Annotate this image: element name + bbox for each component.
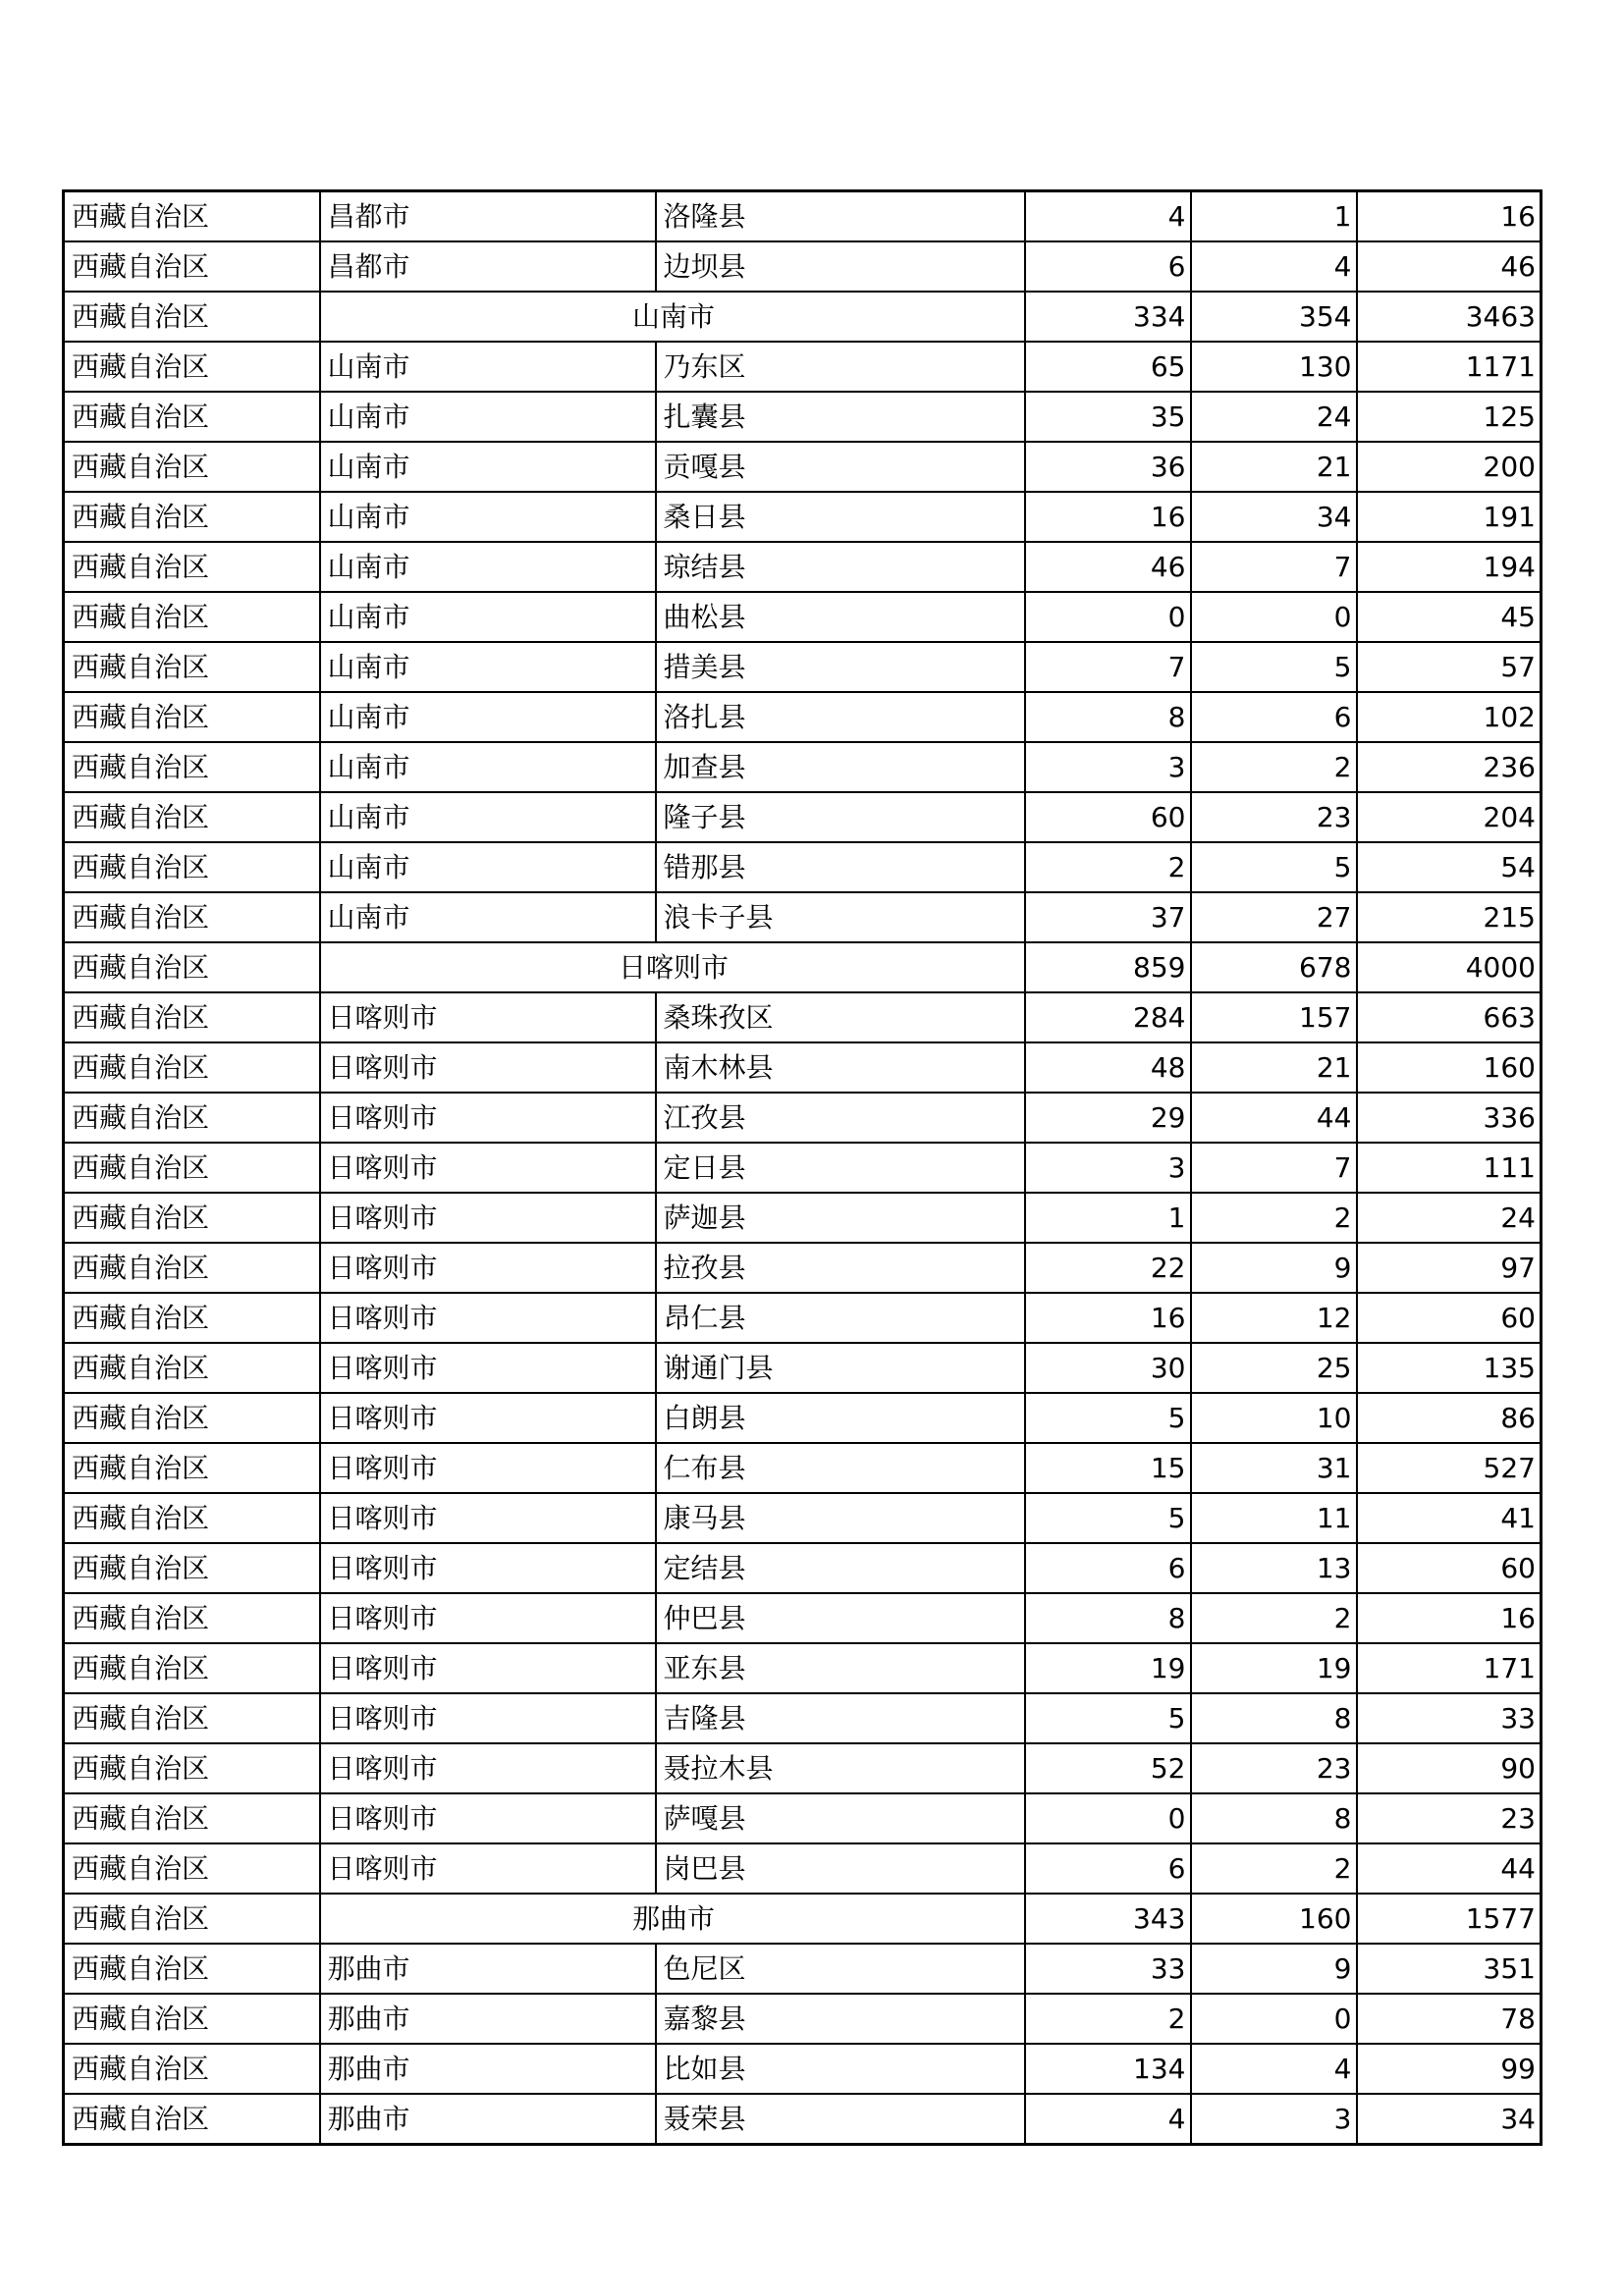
city-cell: 山南市 [320,442,656,492]
city-cell: 日喀则市 [320,1143,656,1193]
value-cell-1: 19 [1025,1643,1191,1693]
value-cell-2: 27 [1191,892,1357,942]
value-cell-2: 4 [1191,241,1357,292]
county-cell: 比如县 [656,2044,1025,2094]
table-row [64,1593,1542,1643]
value-cell-2: 6 [1191,692,1357,742]
value-cell-2: 21 [1191,1042,1357,1093]
province-cell: 西藏自治区 [64,191,320,242]
value-cell-3: 171 [1357,1643,1542,1693]
value-cell-1: 3 [1025,1143,1191,1193]
province-cell: 西藏自治区 [64,842,320,892]
city-cell: 山南市 [320,692,656,742]
table-row [64,241,1542,292]
value-cell-3: 45 [1357,592,1542,642]
county-cell: 仁布县 [656,1443,1025,1493]
province-cell: 西藏自治区 [64,2094,320,2145]
table-row [64,1643,1542,1693]
table-row [64,2044,1542,2094]
value-cell-2: 2 [1191,742,1357,792]
province-cell: 西藏自治区 [64,542,320,592]
city-cell: 那曲市 [320,1994,656,2044]
city-subtotal-cell: 那曲市 [320,1894,1025,1944]
province-cell: 西藏自治区 [64,392,320,442]
province-cell: 西藏自治区 [64,692,320,742]
province-cell: 西藏自治区 [64,241,320,292]
value-cell-3: 1171 [1357,342,1542,392]
value-cell-2: 4 [1191,2044,1357,2094]
value-cell-2: 130 [1191,342,1357,392]
value-cell-1: 8 [1025,692,1191,742]
value-cell-1: 46 [1025,542,1191,592]
city-cell: 日喀则市 [320,1743,656,1793]
value-cell-1: 0 [1025,1793,1191,1843]
city-cell: 山南市 [320,742,656,792]
table-row [64,642,1542,692]
province-cell: 西藏自治区 [64,342,320,392]
value-cell-3: 60 [1357,1543,1542,1593]
value-cell-2: 44 [1191,1093,1357,1143]
county-cell: 聂荣县 [656,2094,1025,2145]
value-cell-1: 6 [1025,1843,1191,1894]
value-cell-1: 1 [1025,1193,1191,1243]
city-cell: 山南市 [320,842,656,892]
province-cell: 西藏自治区 [64,1393,320,1443]
value-cell-2: 157 [1191,992,1357,1042]
province-cell: 西藏自治区 [64,1493,320,1543]
city-cell: 那曲市 [320,2094,656,2145]
value-cell-1: 6 [1025,1543,1191,1593]
city-cell: 日喀则市 [320,1042,656,1093]
value-cell-3: 236 [1357,742,1542,792]
province-cell: 西藏自治区 [64,742,320,792]
value-cell-3: 135 [1357,1343,1542,1393]
value-cell-3: 33 [1357,1693,1542,1743]
province-cell: 西藏自治区 [64,1193,320,1243]
value-cell-1: 16 [1025,1293,1191,1343]
value-cell-1: 33 [1025,1944,1191,1994]
table-row [64,342,1542,392]
county-cell: 色尼区 [656,1944,1025,1994]
city-cell: 山南市 [320,492,656,542]
city-cell: 日喀则市 [320,1843,656,1894]
province-cell: 西藏自治区 [64,892,320,942]
table-row [64,542,1542,592]
subtotal-row [64,292,1542,342]
city-cell: 日喀则市 [320,1393,656,1443]
value-cell-2: 7 [1191,542,1357,592]
value-cell-2: 10 [1191,1393,1357,1443]
value-cell-2: 31 [1191,1443,1357,1493]
county-cell: 措美县 [656,642,1025,692]
table-row [64,1243,1542,1293]
county-cell: 扎囊县 [656,392,1025,442]
value-cell-3: 90 [1357,1743,1542,1793]
county-cell: 定结县 [656,1543,1025,1593]
province-cell: 西藏自治区 [64,1042,320,1093]
value-cell-2: 1 [1191,191,1357,242]
value-cell-3: 23 [1357,1793,1542,1843]
value-cell-3: 46 [1357,241,1542,292]
city-cell: 山南市 [320,592,656,642]
province-cell: 西藏自治区 [64,1443,320,1493]
city-cell: 日喀则市 [320,1443,656,1493]
value-cell-3: 78 [1357,1994,1542,2044]
value-cell-3: 527 [1357,1443,1542,1493]
province-cell: 西藏自治区 [64,992,320,1042]
county-cell: 聂拉木县 [656,1743,1025,1793]
value-cell-3: 204 [1357,792,1542,842]
value-cell-2: 678 [1191,942,1357,992]
table-row [64,1994,1542,2044]
county-cell: 隆子县 [656,792,1025,842]
county-cell: 定日县 [656,1143,1025,1193]
table-row [64,1443,1542,1493]
province-cell: 西藏自治区 [64,1243,320,1293]
city-cell: 日喀则市 [320,992,656,1042]
province-cell: 西藏自治区 [64,592,320,642]
province-cell: 西藏自治区 [64,792,320,842]
table-row [64,1843,1542,1894]
county-cell: 谢通门县 [656,1343,1025,1393]
value-cell-3: 102 [1357,692,1542,742]
value-cell-2: 8 [1191,1793,1357,1843]
value-cell-1: 6 [1025,241,1191,292]
province-cell: 西藏自治区 [64,1643,320,1693]
province-cell: 西藏自治区 [64,292,320,342]
value-cell-2: 23 [1191,792,1357,842]
province-cell: 西藏自治区 [64,1293,320,1343]
value-cell-2: 2 [1191,1193,1357,1243]
value-cell-3: 41 [1357,1493,1542,1543]
province-cell: 西藏自治区 [64,1743,320,1793]
county-cell: 桑日县 [656,492,1025,542]
city-cell: 昌都市 [320,241,656,292]
table-row [64,392,1542,442]
table-row [64,191,1542,242]
city-cell: 那曲市 [320,1944,656,1994]
province-cell: 西藏自治区 [64,1543,320,1593]
value-cell-1: 37 [1025,892,1191,942]
city-cell: 日喀则市 [320,1593,656,1643]
value-cell-2: 2 [1191,1593,1357,1643]
table-row [64,892,1542,942]
value-cell-3: 194 [1357,542,1542,592]
value-cell-3: 160 [1357,1042,1542,1093]
table-row [64,592,1542,642]
table-row [64,2094,1542,2145]
table-row [64,842,1542,892]
city-cell: 日喀则市 [320,1343,656,1393]
county-cell: 江孜县 [656,1093,1025,1143]
value-cell-2: 160 [1191,1894,1357,1944]
table-row [64,792,1542,842]
city-subtotal-cell: 日喀则市 [320,942,1025,992]
value-cell-1: 859 [1025,942,1191,992]
province-cell: 西藏自治区 [64,1894,320,1944]
value-cell-2: 2 [1191,1843,1357,1894]
value-cell-1: 35 [1025,392,1191,442]
city-cell: 那曲市 [320,2044,656,2094]
value-cell-3: 215 [1357,892,1542,942]
table-row [64,1793,1542,1843]
county-cell: 吉隆县 [656,1693,1025,1743]
value-cell-2: 354 [1191,292,1357,342]
value-cell-1: 5 [1025,1693,1191,1743]
value-cell-2: 21 [1191,442,1357,492]
county-cell: 错那县 [656,842,1025,892]
province-cell: 西藏自治区 [64,1343,320,1393]
table-row [64,1193,1542,1243]
value-cell-1: 30 [1025,1343,1191,1393]
value-cell-3: 111 [1357,1143,1542,1193]
county-cell: 拉孜县 [656,1243,1025,1293]
county-cell: 昂仁县 [656,1293,1025,1343]
subtotal-row [64,942,1542,992]
province-cell: 西藏自治区 [64,1944,320,1994]
city-subtotal-cell: 山南市 [320,292,1025,342]
data-table [62,189,1542,2146]
table-row [64,442,1542,492]
value-cell-1: 22 [1025,1243,1191,1293]
table-row [64,1944,1542,1994]
city-cell: 山南市 [320,642,656,692]
value-cell-3: 99 [1357,2044,1542,2094]
value-cell-1: 4 [1025,191,1191,242]
city-cell: 日喀则市 [320,1193,656,1243]
county-cell: 洛隆县 [656,191,1025,242]
table-row [64,1543,1542,1593]
table-row [64,492,1542,542]
value-cell-1: 2 [1025,1994,1191,2044]
value-cell-1: 2 [1025,842,1191,892]
county-cell: 白朗县 [656,1393,1025,1443]
province-cell: 西藏自治区 [64,942,320,992]
city-cell: 日喀则市 [320,1793,656,1843]
value-cell-2: 25 [1191,1343,1357,1393]
province-cell: 西藏自治区 [64,2044,320,2094]
value-cell-2: 23 [1191,1743,1357,1793]
province-cell: 西藏自治区 [64,1593,320,1643]
city-cell: 日喀则市 [320,1693,656,1743]
subtotal-row [64,1894,1542,1944]
county-cell: 曲松县 [656,592,1025,642]
value-cell-3: 86 [1357,1393,1542,1443]
county-cell: 贡嘎县 [656,442,1025,492]
city-cell: 日喀则市 [320,1243,656,1293]
value-cell-1: 16 [1025,492,1191,542]
county-cell: 仲巴县 [656,1593,1025,1643]
city-cell: 日喀则市 [320,1543,656,1593]
province-cell: 西藏自治区 [64,1843,320,1894]
county-cell: 亚东县 [656,1643,1025,1693]
value-cell-1: 36 [1025,442,1191,492]
value-cell-1: 4 [1025,2094,1191,2145]
table-row [64,1143,1542,1193]
value-cell-2: 5 [1191,842,1357,892]
province-cell: 西藏自治区 [64,1093,320,1143]
county-cell: 琼结县 [656,542,1025,592]
value-cell-3: 34 [1357,2094,1542,2145]
value-cell-2: 0 [1191,1994,1357,2044]
county-cell: 桑珠孜区 [656,992,1025,1042]
province-cell: 西藏自治区 [64,642,320,692]
value-cell-3: 3463 [1357,292,1542,342]
value-cell-2: 7 [1191,1143,1357,1193]
value-cell-2: 0 [1191,592,1357,642]
value-cell-3: 336 [1357,1093,1542,1143]
county-cell: 嘉黎县 [656,1994,1025,2044]
county-cell: 浪卡子县 [656,892,1025,942]
value-cell-3: 16 [1357,191,1542,242]
value-cell-1: 343 [1025,1894,1191,1944]
table-row [64,1743,1542,1793]
table-row [64,1493,1542,1543]
value-cell-3: 663 [1357,992,1542,1042]
value-cell-3: 57 [1357,642,1542,692]
value-cell-1: 48 [1025,1042,1191,1093]
value-cell-1: 284 [1025,992,1191,1042]
value-cell-1: 334 [1025,292,1191,342]
value-cell-2: 9 [1191,1944,1357,1994]
value-cell-1: 0 [1025,592,1191,642]
value-cell-3: 54 [1357,842,1542,892]
table-row [64,1293,1542,1343]
city-cell: 日喀则市 [320,1493,656,1543]
city-cell: 山南市 [320,392,656,442]
value-cell-3: 16 [1357,1593,1542,1643]
value-cell-1: 15 [1025,1443,1191,1493]
province-cell: 西藏自治区 [64,1793,320,1843]
city-cell: 日喀则市 [320,1093,656,1143]
value-cell-2: 24 [1191,392,1357,442]
value-cell-2: 13 [1191,1543,1357,1593]
county-cell: 加查县 [656,742,1025,792]
table-body [64,191,1542,2145]
value-cell-1: 65 [1025,342,1191,392]
county-cell: 南木林县 [656,1042,1025,1093]
value-cell-1: 5 [1025,1393,1191,1443]
county-cell: 洛扎县 [656,692,1025,742]
county-cell: 边坝县 [656,241,1025,292]
value-cell-1: 29 [1025,1093,1191,1143]
table-row [64,1093,1542,1143]
value-cell-2: 12 [1191,1293,1357,1343]
province-cell: 西藏自治区 [64,1994,320,2044]
table-row [64,692,1542,742]
table-row [64,1042,1542,1093]
city-cell: 山南市 [320,792,656,842]
value-cell-3: 4000 [1357,942,1542,992]
province-cell: 西藏自治区 [64,1143,320,1193]
city-cell: 昌都市 [320,191,656,242]
value-cell-2: 11 [1191,1493,1357,1543]
value-cell-1: 3 [1025,742,1191,792]
value-cell-1: 8 [1025,1593,1191,1643]
city-cell: 山南市 [320,542,656,592]
table-row [64,742,1542,792]
value-cell-3: 44 [1357,1843,1542,1894]
table-row [64,1693,1542,1743]
value-cell-2: 3 [1191,2094,1357,2145]
value-cell-1: 134 [1025,2044,1191,2094]
value-cell-3: 24 [1357,1193,1542,1243]
value-cell-1: 52 [1025,1743,1191,1793]
value-cell-3: 200 [1357,442,1542,492]
table-row [64,992,1542,1042]
province-cell: 西藏自治区 [64,1693,320,1743]
city-cell: 日喀则市 [320,1643,656,1693]
city-cell: 山南市 [320,892,656,942]
value-cell-2: 34 [1191,492,1357,542]
value-cell-3: 351 [1357,1944,1542,1994]
province-cell: 西藏自治区 [64,492,320,542]
county-cell: 乃东区 [656,342,1025,392]
value-cell-2: 19 [1191,1643,1357,1693]
county-cell: 康马县 [656,1493,1025,1543]
value-cell-1: 7 [1025,642,1191,692]
value-cell-2: 5 [1191,642,1357,692]
value-cell-2: 8 [1191,1693,1357,1743]
value-cell-1: 60 [1025,792,1191,842]
city-cell: 日喀则市 [320,1293,656,1343]
province-cell: 西藏自治区 [64,442,320,492]
table-row [64,1343,1542,1393]
county-cell: 萨迦县 [656,1193,1025,1243]
city-cell: 山南市 [320,342,656,392]
value-cell-2: 9 [1191,1243,1357,1293]
county-cell: 岗巴县 [656,1843,1025,1894]
value-cell-3: 125 [1357,392,1542,442]
value-cell-3: 1577 [1357,1894,1542,1944]
value-cell-1: 5 [1025,1493,1191,1543]
county-cell: 萨嘎县 [656,1793,1025,1843]
table-row [64,1393,1542,1443]
value-cell-3: 97 [1357,1243,1542,1293]
value-cell-3: 60 [1357,1293,1542,1343]
value-cell-3: 191 [1357,492,1542,542]
